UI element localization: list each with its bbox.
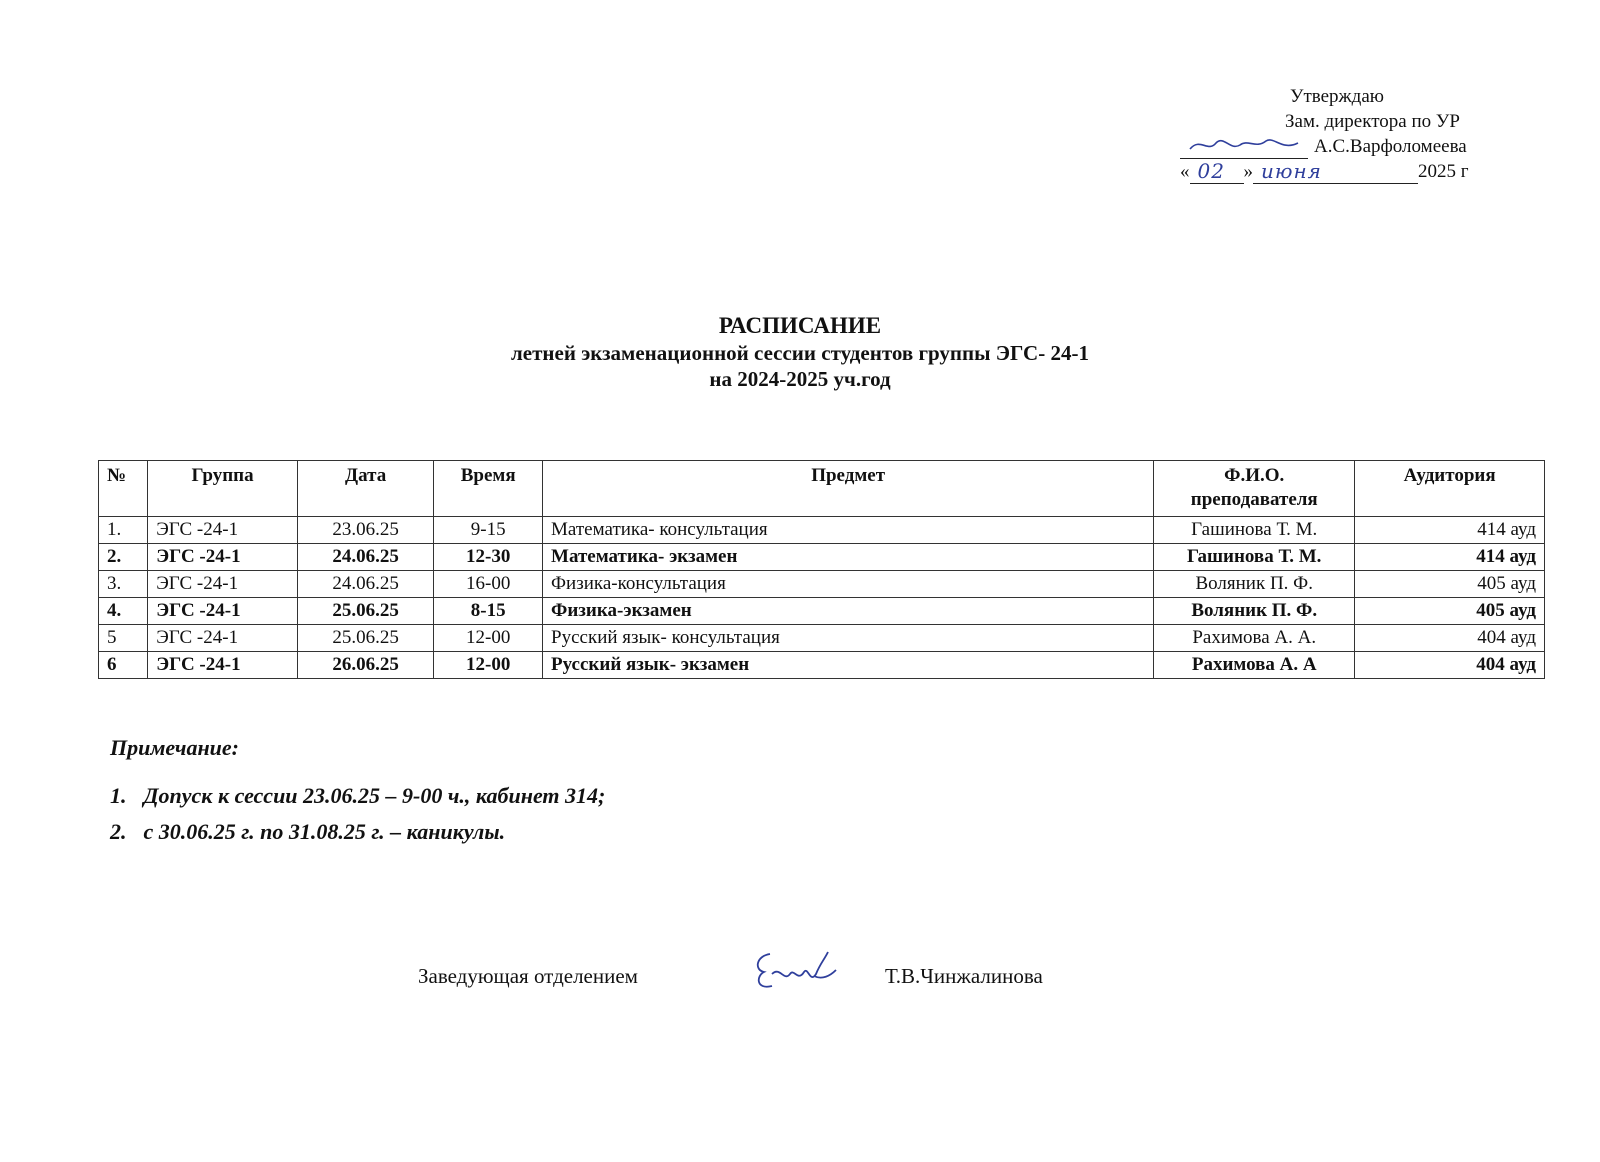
cell-date: 25.06.25 [297,625,433,652]
cell-num: 1. [99,517,148,544]
header-teacher: Ф.И.О. преподавателя [1154,461,1355,517]
approval-position: Зам. директора по УР [1285,111,1460,132]
title-sub2: на 2024-2025 уч.год [709,367,891,391]
approval-block [1180,84,1500,184]
cell-time: 12-30 [434,544,543,571]
cell-room: 405 ауд [1355,598,1545,625]
note-number: 2. [110,819,127,844]
approval-month: июня [1261,159,1322,183]
approval-signature [1186,133,1306,157]
table-row [99,652,1545,679]
notes-list [110,778,605,850]
title-main: РАСПИСАНИЕ [718,313,882,338]
cell-teacher: Рахимова А. А. [1154,625,1355,652]
cell-room: 404 ауд [1355,625,1545,652]
cell-teacher: Воляник П. Ф. [1154,571,1355,598]
cell-group: ЭГС -24-1 [148,598,298,625]
cell-teacher: Рахимова А. А [1154,652,1355,679]
cell-time: 12-00 [434,652,543,679]
cell-time: 9-15 [434,517,543,544]
table-row [99,625,1545,652]
cell-subject: Физика-экзамен [543,598,1154,625]
cell-date: 26.06.25 [297,652,433,679]
schedule-table [98,460,1545,679]
cell-date: 24.06.25 [297,571,433,598]
header-subject: Предмет [543,461,1154,517]
cell-room: 414 ауд [1355,544,1545,571]
cell-group: ЭГС -24-1 [148,625,298,652]
cell-subject: Физика-консультация [543,571,1154,598]
notes-title: Примечание: [110,735,239,760]
cell-num: 2. [99,544,148,571]
approval-quote-open: « [1180,161,1190,182]
note-number: 1. [110,783,127,808]
table-row [99,571,1545,598]
cell-group: ЭГС -24-1 [148,652,298,679]
cell-num: 5 [99,625,148,652]
cell-group: ЭГС -24-1 [148,517,298,544]
header-num: № [99,461,148,517]
note-item [110,814,605,850]
approval-day-line [1190,161,1244,184]
cell-teacher: Гашинова Т. М. [1154,544,1355,571]
cell-room: 404 ауд [1355,652,1545,679]
header-room: Аудитория [1355,461,1545,517]
cell-subject: Математика- экзамен [543,544,1154,571]
approval-signature-line [1180,136,1308,159]
cell-subject: Математика- консультация [543,517,1154,544]
table-row [99,598,1545,625]
approval-month-line [1253,161,1418,184]
approval-date-row [1180,159,1500,184]
cell-time: 8-15 [434,598,543,625]
note-text: Допуск к сессии 23.06.25 – 9-00 ч., кабинет 314; [143,783,606,808]
header-group: Группа [148,461,298,517]
approval-heading: Утверждаю [1290,86,1384,107]
approval-quote-close: » [1243,161,1253,182]
table-header-row [99,461,1545,517]
note-text: с 30.06.25 г. по 31.08.25 г. – каникулы. [143,819,506,844]
footer-name: Т.В.Чинжалинова [885,964,1043,988]
cell-group: ЭГС -24-1 [148,544,298,571]
header-date: Дата [297,461,433,517]
cell-room: 414 ауд [1355,517,1545,544]
approval-name: А.С.Варфоломеева [1314,136,1467,157]
cell-subject: Русский язык- экзамен [543,652,1154,679]
cell-time: 12-00 [434,625,543,652]
cell-num: 3. [99,571,148,598]
cell-teacher: Гашинова Т. М. [1154,517,1355,544]
cell-num: 4. [99,598,148,625]
approval-year: 2025 г [1418,161,1469,182]
header-time: Время [434,461,543,517]
cell-teacher: Воляник П. Ф. [1154,598,1355,625]
approval-day: 02 [1197,159,1225,183]
footer-signature [750,946,840,994]
table-row [99,544,1545,571]
cell-num: 6 [99,652,148,679]
cell-group: ЭГС -24-1 [148,571,298,598]
cell-room: 405 ауд [1355,571,1545,598]
document-title [0,312,1600,392]
cell-date: 23.06.25 [297,517,433,544]
approval-signature-row [1180,134,1500,159]
cell-date: 25.06.25 [297,598,433,625]
footer-role: Заведующая отделением [418,964,638,988]
note-item [110,778,605,814]
cell-date: 24.06.25 [297,544,433,571]
title-sub1: летней экзаменационной сессии студентов группы ЭГС- 24-1 [511,341,1089,365]
cell-time: 16-00 [434,571,543,598]
cell-subject: Русский язык- консультация [543,625,1154,652]
table-row [99,517,1545,544]
